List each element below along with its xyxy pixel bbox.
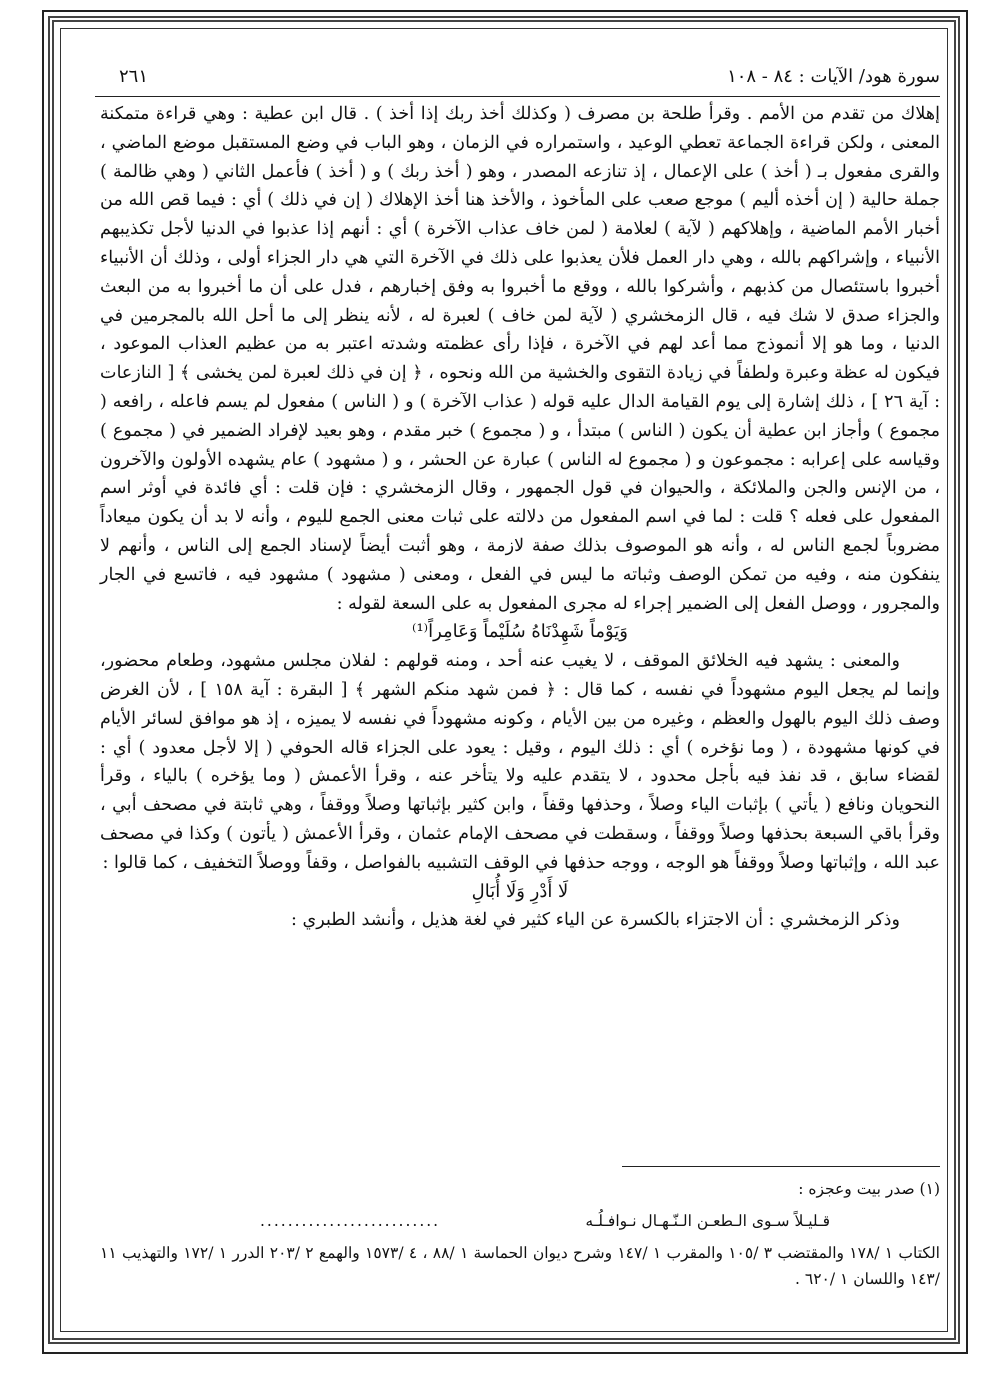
paragraph: والمعنى : يشهد فيه الخلائق الموقف ، لا يغيب عنه أحد ، ومنه قولهم : لفلان مجلس مشهود، وطعام محضور، وإنما لم يجعل اليوم مشهوداً في نفسه ، كما قال : ﴿ فمن شهد منكم الشهر ﴾ [ البقرة : آية ١٥٨ ] ، لأن الغرض وصف ذلك اليوم بالهول والعظم ، وغيره من بين الأيام ، وكونه مشهوداً في نفسه لا يميزه ، إذ هو موافق لسائر الأيام في كونها مشهودة ، ( وما نؤخره ) أي : ذلك اليوم ، وقيل : يعود على الجزاء قاله الحوفي ( إلا لأجل معدود ) أي : لقضاء سابق ، قد نفذ فيه بأجل محدود ، لا يتقدم عليه ولا يتأخر عنه ، وقرأ الأعمش ( وما يؤخره ) بالياء ، وقرأ النحويان ونافع ( يأتي ) بإثبات الياء وصلاً ، وحذفها وقفاً ، وابن كثير بإثباتها وصلاً ووقفاً ، وهي ثابتة في مصحف أبي ، وقرأ باقي السبعة بحذفها وصلاً ووقفاً ، وسقطت في مصحف الإمام عثمان ، وقرأ الأعمش ( يأتون ) وكذا في مصحف عبد الله ، وإثباتها وصلاً ووقفاً هو الوجه ، ووجه حذفها في الوقف التشبيه بالفواصل ، وقفاً ووصلاً التخفيف ، كما قالوا :: [100, 651, 940, 873]
poetry-verse: وَيَوْماً شَهِدْنَاهُ سُلَيْماً وَعَامِراً⁽¹⁾: [412, 621, 628, 643]
poetry-verse: لَا أَدْرِ وَلَا أُبَالِ: [471, 880, 569, 902]
footnote-1: (١) صدر بيت وعجزه :: [798, 1180, 940, 1198]
main-text: [100, 100, 940, 935]
page-number: ٢٦١: [119, 66, 149, 87]
chapter-title: سورة هود/ الآيات : ٨٤ - ١٠٨: [727, 66, 940, 87]
page-header: [95, 62, 940, 97]
footnote-verse: [100, 1202, 940, 1240]
footnote-references: الكتاب ١ /١٧٨ والمقتضب ٣ /١٠٥ والمقرب ١ /١٤٧ وشرح ديوان الحماسة ١ /٨٨ ، ٤ /١٥٧٣ والهمع ٢ /٢٠٣ الدرر ١ /١٧٢ والتهذيب ١١ /١٤٣ واللسان ١ /٦٢٠ .: [100, 1244, 940, 1288]
footnotes: [100, 1176, 940, 1292]
footnote-verse-text: قـليـلاً سـوى الـطعـن الـنّـهـال نـوافـلُـه: [585, 1212, 830, 1230]
paragraph: إهلاك من تقدم من الأمم . وقرأ طلحة بن مصرف ( وكذلك أخذ ربك إذا أخذ ) . قال ابن عطية : وهي قراءة متمكنة المعنى ، ولكن قراءة الجماعة تعطي الوعيد ، واستمراره في الزمان ، وهو الباب في وضع المستقبل موضع الماضي ، والقرى مفعول بـ ( أخذ ) على الإعمال ، إذ تنازعه المصدر ، وهو ( أخذ ربك ) و ( أخذ ) فأعمل الثاني ( وهي ظالمة ) جملة حالية ( إن أخذه أليم ) موجع صعب على المأخوذ ، والأخذ هنا أخذ الإهلاك ( إن في ذلك ) أي : فيما قص الله من أخبار الأمم الماضية ، وإهلاكهم ( لآية ) لعلامة ( لمن خاف عذاب الآخرة ) أي : أنهم إذا عذبوا في الدنيا لأجل تكذيبهم الأنبياء ، وإشراكهم بالله ، وهي دار العمل فلأن يعذبوا على ذلك في الآخرة التي هي دار الجزاء أولى ، وذلك أن الأنبياء أخبروا باستئصال من كذبهم ، وأشركوا بالله ، ووقع ما أخبروا به وفق إخبارهم ، فدل على أن ما أخبروا به من البعث والجزاء صدق لا شك فيه ، قال الزمخشري ( لآية لمن خاف ) لعبرة له ، لأنه ينظر إلى ما أحل الله بالمجرمين في الدنيا ، وما هو إلا أنموذج مما أعد لهم في الآخرة ، فإذا رأى عظمته وشدته اعتبر به من عظيم العذاب الموعود ، فيكون له عظة وعبرة ولطفاً في زيادة التقوى والخشية من الله ونحوه ، ﴿ إن في ذلك لعبرة لمن يخشى ﴾ [ النازعات : آية ٢٦ ] ، ذلك إشارة إلى يوم القيامة الدال عليه قوله ( عذاب الآخرة ) و ( الناس ) مفعول لم يسم فاعله ، رافعه ( مجموع ) وأجاز ابن عطية أن يكون ( الناس ) مبتدأ ، و ( مجموع ) خبر مقدم ، وهو بعيد لإفراد الضمير في ( مجموع ) وقياسه على إعرابه : مجموعون و ( مجموع له الناس ) عبارة عن الحشر ، و ( مشهود ) عام يشهده الأولون والآخرون ، من الإنس والجن والملائكة ، والحيوان في قول الجمهور ، وقال الزمخشري : فإن قلت : أي فائدة في أوثر اسم المفعول على فعله ؟ قلت : لما في اسم المفعول من دلالته على ثبات معنى الجمع لليوم ، وأنه لا بد أن يكون ميعاداً مضروباً لجمع الناس له ، وأنه هو الموصوف بذلك صفة لازمة ، وهو أثبت أيضاً لإسناد الجمع إلى الناس ، وأنهم لا ينفكون منه ، وفيه من تمكن الوصف وثباته ما ليس في الفعل ، ومعنى ( مشهود ) مشهود فيه ، فاتسع في الجار والمجرور ، ووصل الفعل إلى الضمير إجراء له مجرى المفعول به على السعة لقوله :: [100, 104, 940, 614]
paragraph: وذكر الزمخشري : أن الاجتزاء بالكسرة عن الياء كثير في لغة هذيل ، وأنشد الطبري :: [290, 910, 900, 931]
footnote-verse-dots: ..........................: [260, 1212, 441, 1230]
footnote-divider: [622, 1166, 940, 1167]
